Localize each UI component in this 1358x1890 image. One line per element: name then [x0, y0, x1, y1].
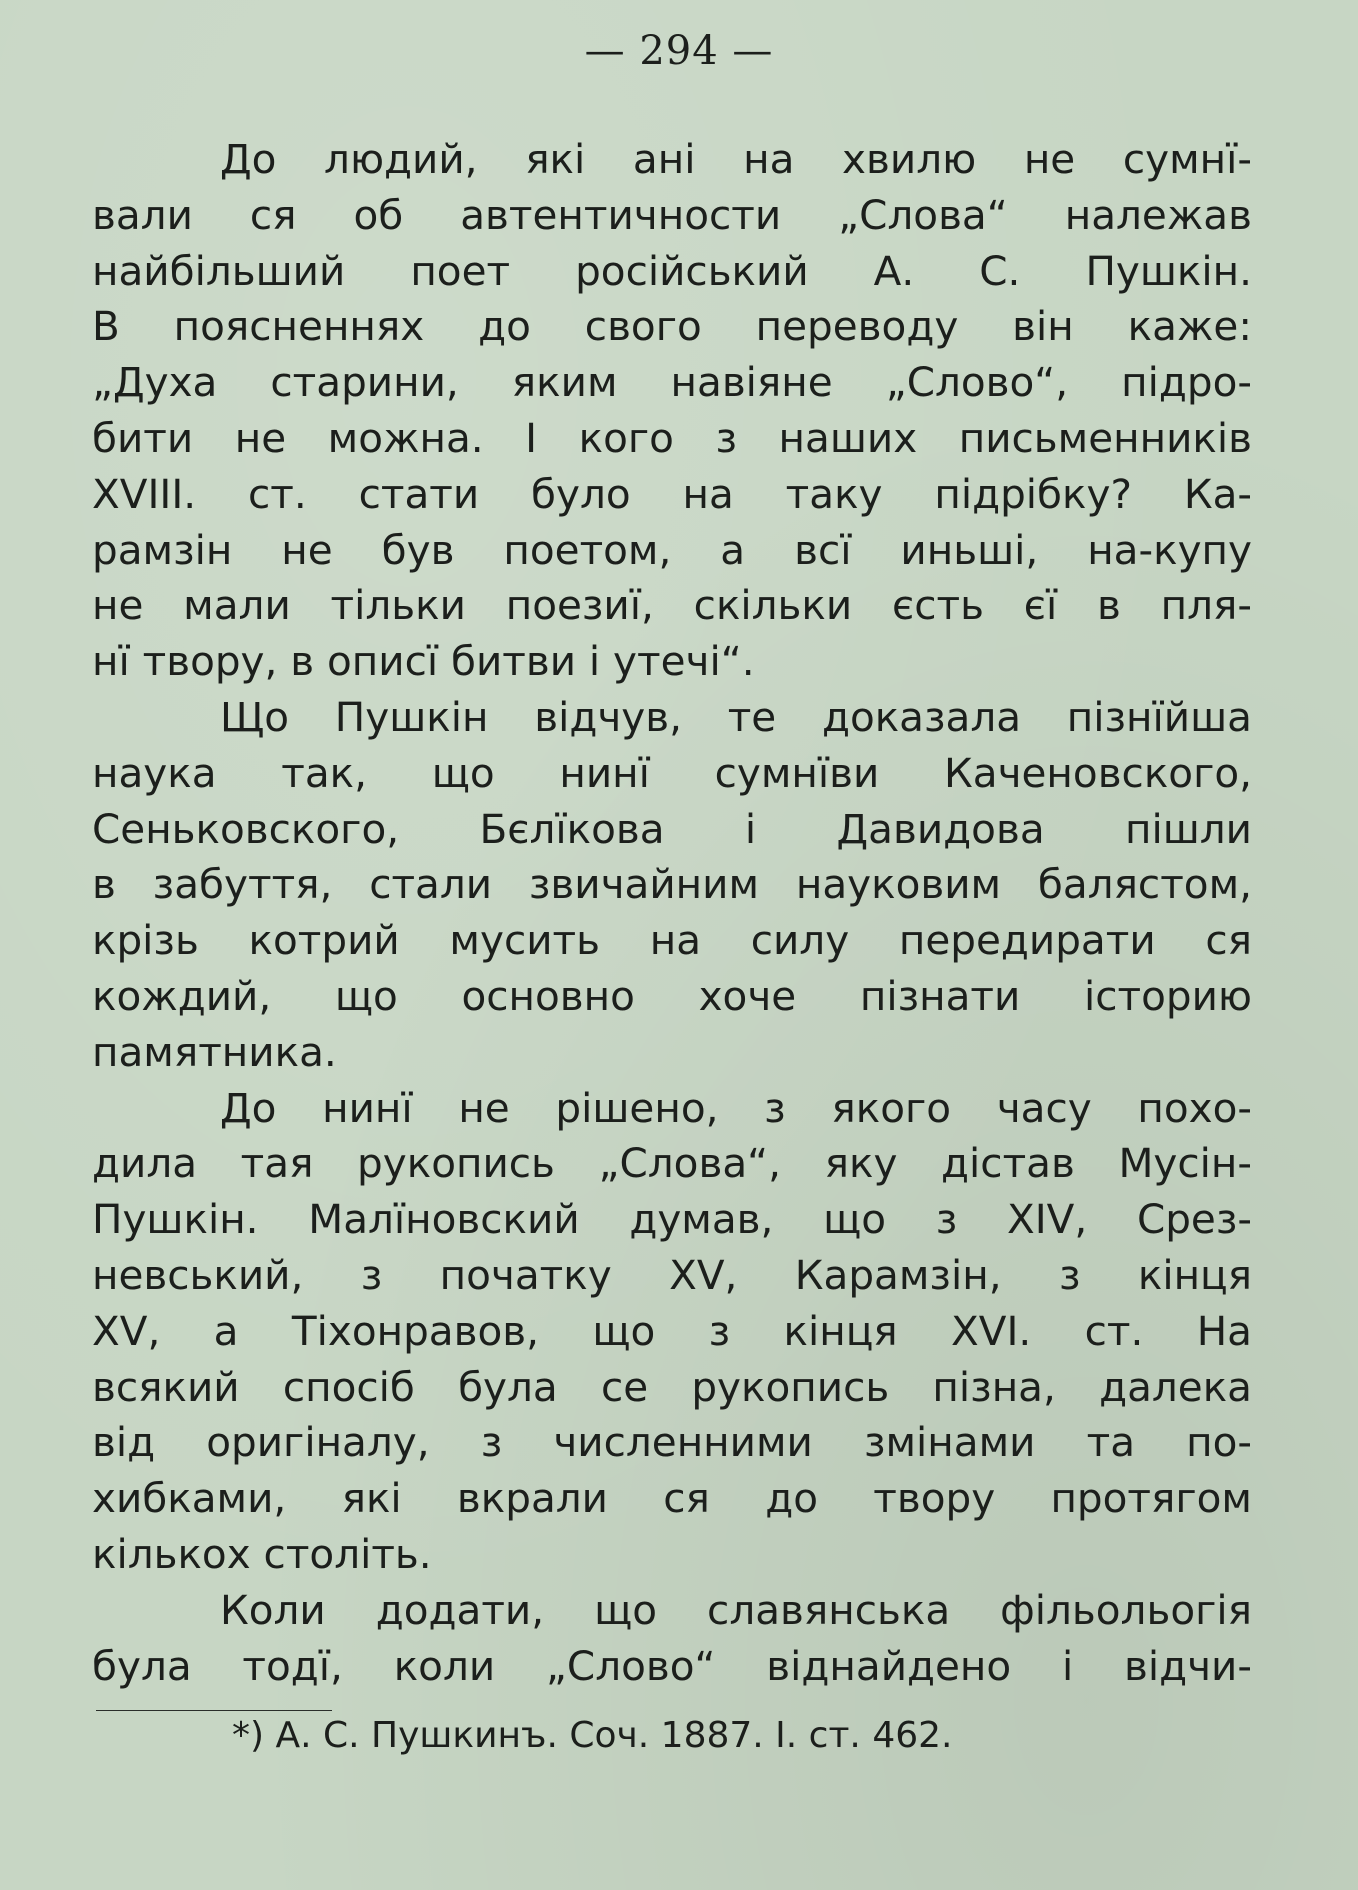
- text-line: Що Пушкін відчув, те доказала пізнїйша: [220, 692, 1252, 741]
- page-number: — 294 —: [584, 28, 774, 74]
- text-line: бити не можна. І кого з наших письменників: [92, 413, 1252, 462]
- text-line: найбільший поет російський А. С. Пушкін.: [92, 246, 1252, 295]
- text-line: „Духа старини, яким навіяне „Слово“, підро-: [92, 358, 1252, 407]
- text-line: кількох століть.: [92, 1529, 432, 1578]
- text-line: памятника.: [92, 1027, 337, 1076]
- text-line: Коли додати, що славянська фільольогія: [220, 1585, 1252, 1634]
- text-line: рамзін не був поетом, а всї иньші, на-купу: [92, 525, 1252, 574]
- text-line: в забуття, стали звичайним науковим балястом,: [92, 860, 1252, 909]
- text-line: XV, а Тіхонравов, що з кінця XVI. ст. На: [92, 1306, 1252, 1355]
- text-line: дила тая рукопись „Слова“, яку дістав Мусін-: [92, 1139, 1252, 1188]
- text-line: крізь котрий мусить на силу передирати ся: [92, 916, 1252, 965]
- body-text: [92, 132, 1252, 1694]
- text-line: нї твору, в описї битви і утечі“.: [92, 637, 755, 686]
- footnote: *) А. С. Пушкинъ. Соч. 1887. I. ст. 462.: [232, 1715, 953, 1756]
- text-line: від оригіналу, з численними змінами та по-: [92, 1418, 1252, 1467]
- text-line: Пушкін. Малїновский думав, що з XIV, Срез-: [92, 1195, 1252, 1244]
- text-line: кождий, що основно хоче пізнати історию: [92, 971, 1252, 1020]
- text-line: вали ся об автентичности „Слова“ належав: [92, 190, 1252, 239]
- text-line: наука так, що нинї сумнїви Каченовского,: [92, 748, 1252, 797]
- text-line: Сеньковского, Бєлїкова і Давидова пішли: [92, 804, 1252, 853]
- text-line: всякий спосіб була се рукопись пізна, далека: [92, 1362, 1252, 1411]
- text-line: була тодї, коли „Слово“ віднайдено і відчи-: [92, 1641, 1252, 1690]
- text-line: не мали тільки поезиї, скільки єсть єї в пля-: [92, 581, 1252, 630]
- text-line: До людий, які ані на хвилю не сумнї-: [220, 135, 1252, 183]
- text-line: В поясненнях до свого переводу він каже:: [92, 302, 1252, 351]
- text-line: хибками, які вкрали ся до твору протягом: [92, 1474, 1252, 1523]
- text-line: XVIII. ст. стати було на таку підрібку? Ка-: [92, 469, 1252, 518]
- text-line: невський, з початку XV, Карамзін, з кінця: [92, 1250, 1252, 1299]
- text-line: До нинї не рішено, з якого часу похо-: [220, 1083, 1252, 1132]
